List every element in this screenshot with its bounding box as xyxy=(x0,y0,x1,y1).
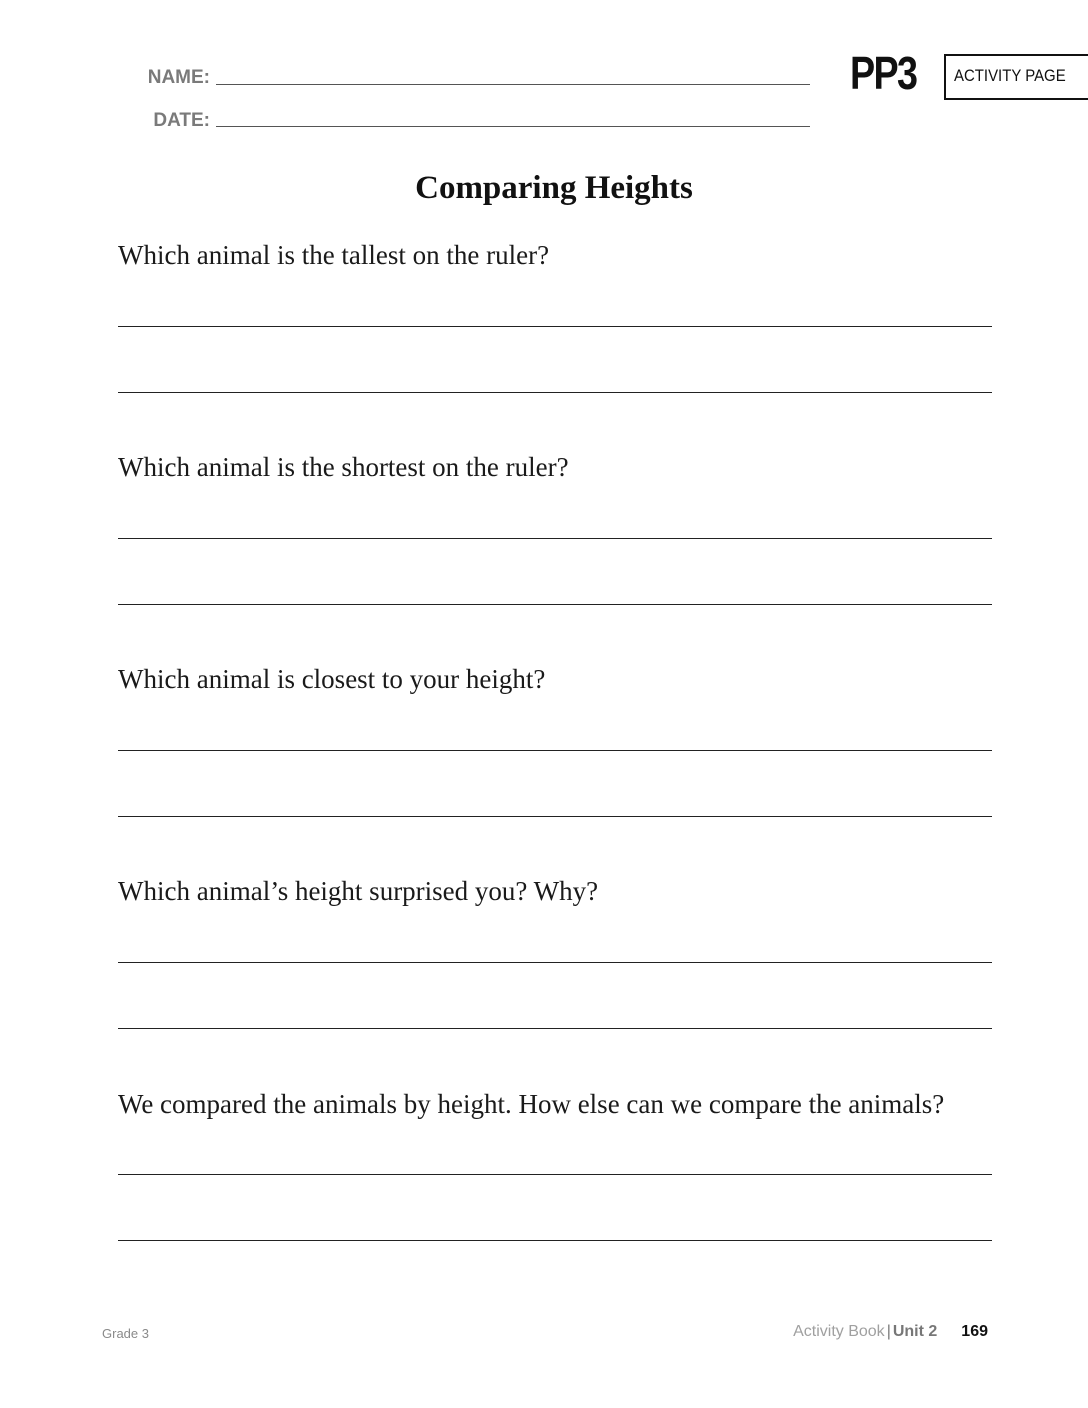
answer-line-1b[interactable] xyxy=(118,392,992,393)
footer-book: Activity Book xyxy=(793,1323,885,1340)
answer-line-5b[interactable] xyxy=(118,1240,992,1241)
footer-unit: Unit 2 xyxy=(892,1323,938,1340)
activity-code: PP3 xyxy=(850,47,917,99)
answer-line-4b[interactable] xyxy=(118,1028,992,1029)
date-label: DATE: xyxy=(153,110,210,131)
answer-line-3b[interactable] xyxy=(118,816,992,817)
activity-page-label: ACTIVITY PAGE xyxy=(954,66,1066,85)
name-label: NAME: xyxy=(147,67,210,88)
question-5: We compared the animals by height. How else can we compare the animals? xyxy=(118,1089,945,1119)
page-title: Comparing Heights xyxy=(415,170,693,206)
question-3: Which animal is closest to your height? xyxy=(118,664,546,694)
page-number: 169 xyxy=(961,1323,988,1340)
answer-line-5a[interactable] xyxy=(118,1174,992,1175)
question-1: Which animal is the tallest on the ruler? xyxy=(118,240,550,270)
date-field[interactable] xyxy=(216,126,810,127)
footer-separator: | xyxy=(886,1323,891,1340)
footer-grade: Grade 3 xyxy=(102,1326,149,1341)
answer-line-4a[interactable] xyxy=(118,962,992,963)
footer-book-info xyxy=(793,1323,988,1341)
answer-line-1a[interactable] xyxy=(118,326,992,327)
answer-line-3a[interactable] xyxy=(118,750,992,751)
question-4: Which animal’s height surprised you? Why? xyxy=(118,876,599,906)
name-field[interactable] xyxy=(216,84,810,85)
answer-line-2b[interactable] xyxy=(118,604,992,605)
answer-line-2a[interactable] xyxy=(118,538,992,539)
question-2: Which animal is the shortest on the ruler? xyxy=(118,452,569,482)
